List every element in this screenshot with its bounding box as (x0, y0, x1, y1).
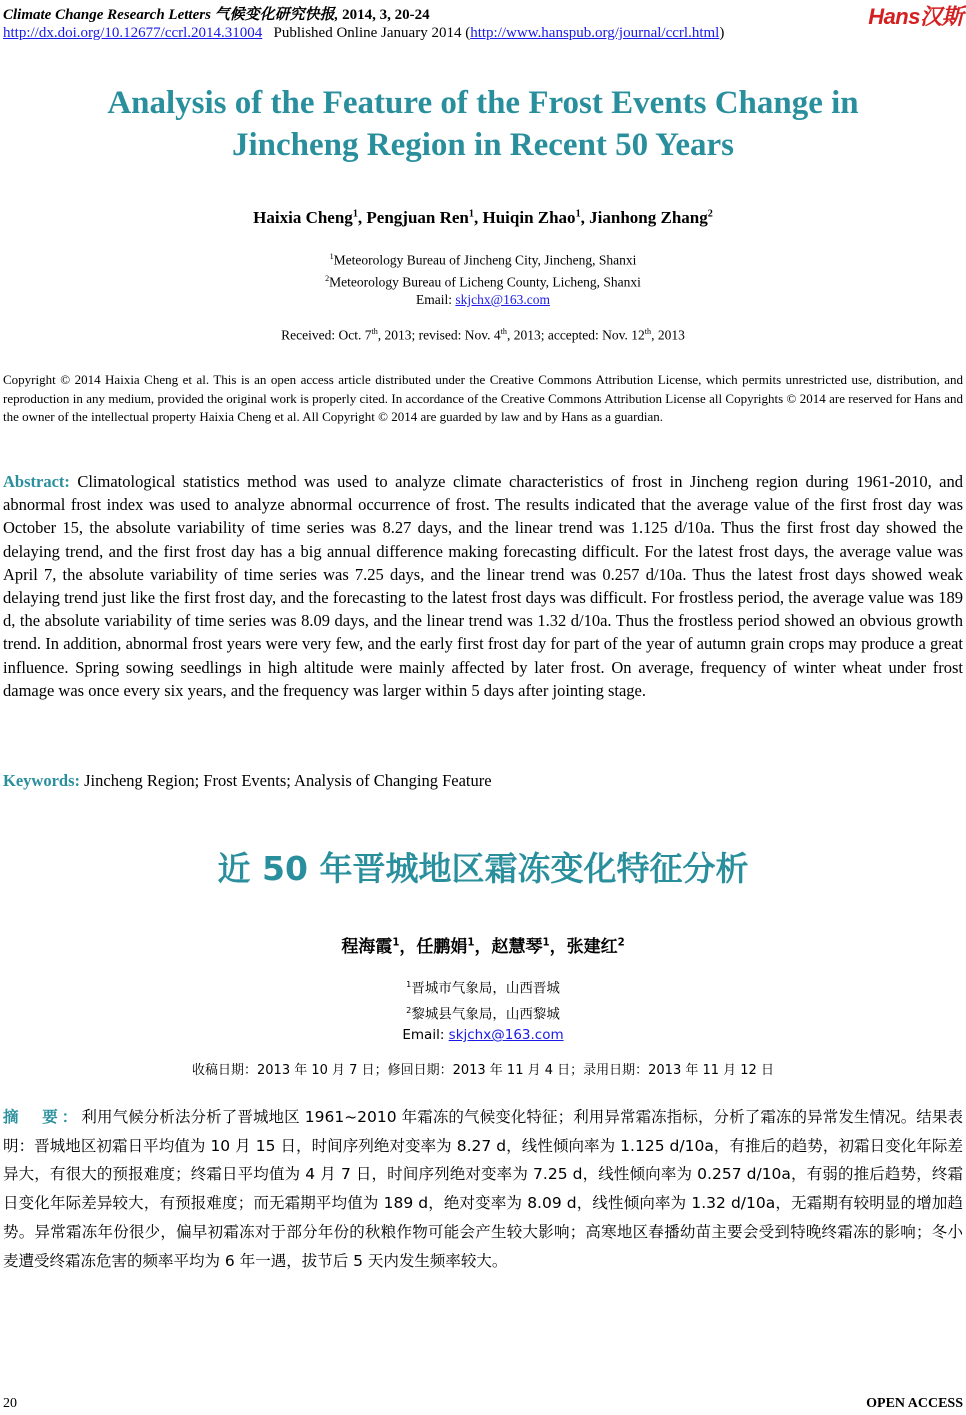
email-label: Email: (416, 292, 456, 307)
email-link[interactable]: skjchx@163.com (448, 1027, 564, 1043)
date-sup: th (371, 327, 378, 336)
email-label: Email: (402, 1027, 449, 1043)
title-line-2: Jincheng Region in Recent 50 Years (232, 127, 734, 163)
abstract-en (3, 470, 963, 702)
author-sup: 2 (707, 208, 713, 220)
doi-link[interactable]: http://dx.doi.org/10.12677/ccrl.2014.31004 (3, 25, 263, 41)
dates-cn: 收稿日期：2013 年 10 月 7 日；修回日期：2013 年 11 月 4 日；录用日期：2013 年 11 月 12 日 (192, 1063, 774, 1078)
close-paren: ) (719, 25, 725, 41)
revised-date: , 2013; revised: Nov. 4 (377, 327, 501, 343)
author-sup: 1 (468, 208, 474, 220)
affiliations-cn (0, 974, 966, 1046)
title-line-1: Analysis of the Feature of the Frost Events Change in (107, 85, 859, 121)
author-name: 任鹏娟 (416, 937, 468, 957)
affiliation-1 (0, 248, 966, 270)
author-name: 程海霞 (341, 937, 393, 957)
author-name: Jianhong Zhang (589, 208, 708, 227)
doi-line (3, 25, 724, 42)
journal-link[interactable]: http://www.hanspub.org/journal/ccrl.html (470, 25, 720, 41)
affil-text: Meteorology Bureau of Jincheng City, Jincheng, Shanxi (333, 252, 637, 268)
author-sup: 1 (575, 208, 581, 220)
keywords-text: Jincheng Region; Frost Events; Analysis of Changing Feature (84, 771, 492, 790)
publisher-logo: Hans汉斯 (868, 4, 963, 29)
authors-en: Haixia Cheng$^1$, Pengjuan Ren$^1$, Huiqin Zhao$^1$, Jianhong Zhang$^2$ (253, 208, 713, 227)
date-year: , 2013 (651, 327, 685, 343)
abstract-text-cn: 利用气候分析法分析了晋城地区 1961~2010 年霜冻的气候变化特征；利用异常霜冻指标，分析了霜冻的异常发生情况。结果表明：晋城地区初霜日平均值为 10 月 15 日，时间序列绝对变率为 8.27 d，线性倾向率为 1.125 d/10a，有推后的趋势，初霜日变化年际差异大，有很大的预报难度；终霜日平均值为 4 月 7 日，时间序列绝对变率为 7.25 d，线性倾向率为 0.257 d/10a，有弱的推后趋势，终霜日变化年际差异较大，有预报难度；而无霜期平均值为 189 d，绝对变率为 8.09 d，线性倾向率为 1.32 d/10a，无霜期有较明显的增加趋势。异常霜冻年份很少，偏早初霜冻对于部分年份的秋粮作物可能会产生较大影响；高寒地区春播幼苗主要会受到特晚终霜冻的影响；冬小麦遭受终霜冻危害的频率平均为 6 年一遇，拔节后 5 天内发生频率较大。 (3, 1108, 963, 1270)
author-name: Huiqin Zhao (482, 208, 576, 227)
author-sup: 1 (352, 208, 358, 220)
affil-sup: 1 (406, 979, 412, 989)
date-sup: th (500, 327, 507, 336)
affiliation-cn-1 (0, 974, 966, 1000)
author-name: 张建红 (566, 937, 618, 957)
abstract-cn (3, 1103, 963, 1275)
dates-en (0, 327, 966, 344)
accepted-date: , 2013; accepted: Nov. 12 (506, 327, 645, 343)
date-sup: th (644, 327, 652, 336)
affil-sup: 2 (406, 1004, 412, 1015)
affil-sup: 1 (329, 252, 334, 261)
authors-cn: 程海霞$^1$，任鹏娟$^1$，赵慧琴$^1$，张建红$^2$ (341, 937, 625, 957)
keywords-label: Keywords: (3, 771, 85, 790)
paper-title-cn: 近 50 年晋城地区霜冻变化特征分析 (217, 849, 749, 888)
affiliation-cn-2 (0, 1000, 966, 1026)
affiliations-en (0, 248, 966, 309)
page-number: 20 (3, 1396, 17, 1411)
copyright-notice: Copyright © 2014 Haixia Cheng et al. This is an open access article distributed under the Creative Commons Attribution License, which permits unrestricted use, distribution, and reproduction in any medium, provided the original work is properly cited. In accordance of the Creative Commons Attribution License all Copyrights © 2014 are reserved for Hans and the owner of the intellectual property Haixia Cheng et al. All Copyright © 2014 are guarded by law and by Hans as a guardian. (3, 372, 963, 425)
author-name: 赵慧琴 (491, 937, 543, 957)
author-sup: 2 (617, 937, 625, 949)
author-sup: 1 (392, 937, 400, 949)
author-sup: 1 (542, 937, 550, 949)
affil-text: Meteorology Bureau of Licheng County, Licheng, Shanxi (329, 274, 641, 289)
author-name: Haixia Cheng (253, 208, 353, 227)
abstract-label-cn: 摘 要： (3, 1108, 82, 1126)
paper-title-en (0, 82, 966, 166)
affiliation-2 (0, 270, 966, 292)
email-line-en (0, 291, 966, 309)
keywords-en (3, 771, 963, 791)
received-date: Received: Oct. 7 (281, 327, 372, 343)
email-link[interactable]: skjchx@163.com (455, 292, 550, 307)
journal-header (3, 3, 430, 24)
abstract-label: Abstract: (3, 472, 78, 491)
affil-text: 黎城县气象局，山西黎城 (411, 1006, 560, 1022)
abstract-text: Climatological statistics method was used to analyze climate characteristics of frost in Jincheng region during 1961-2010, and abnormal frost index was used to analyze abnormal occurrence of frost. The results indicated that the average value of the first frost day was October 15, the absolute variability of time series was 8.27 days, and the linear trend was 1.125 d/10a. Thus the first frost day showed the delaying trend, and the first frost day has a big annual difference making forecasting difficult. For the latest frost days, the average value was April 7, the absolute variability of time series was 7.25 days, and the linear trend was 0.257 d/10a. Thus the latest frost days showed weak delaying trend just like the first frost day, and the forecasting to the latest frost days was difficult. For frostless period, the average value was 189 d, the absolute variability of time series was 8.09 days, and the linear trend was 1.32 d/10a. Thus the frostless period showed an obvious growth trend. In addition, abnormal frost years were very few, and the early first frost day for part of the year of autumn grain crops may produce a great influence. Spring sowing seedlings in high altitude were mainly affected by later frost. On average, frequency of winter wheat under frost damage was once every six years, and the frequency was larger within 5 days after jointing stage. (3, 472, 963, 700)
open-access-label: OPEN ACCESS (866, 1396, 963, 1411)
affil-sup: 2 (325, 273, 330, 283)
journal-citation: 2014, 3, 20-24 (338, 7, 430, 23)
journal-name: Climate Change Research Letters 气候变化研究快报, (3, 7, 339, 23)
email-line-cn (0, 1025, 966, 1046)
author-sup: 1 (467, 937, 475, 949)
affil-text: 晋城市气象局，山西晋城 (411, 980, 560, 997)
author-name: Pengjuan Ren (366, 208, 469, 227)
published-text: Published Online January 2014 ( (262, 25, 471, 41)
